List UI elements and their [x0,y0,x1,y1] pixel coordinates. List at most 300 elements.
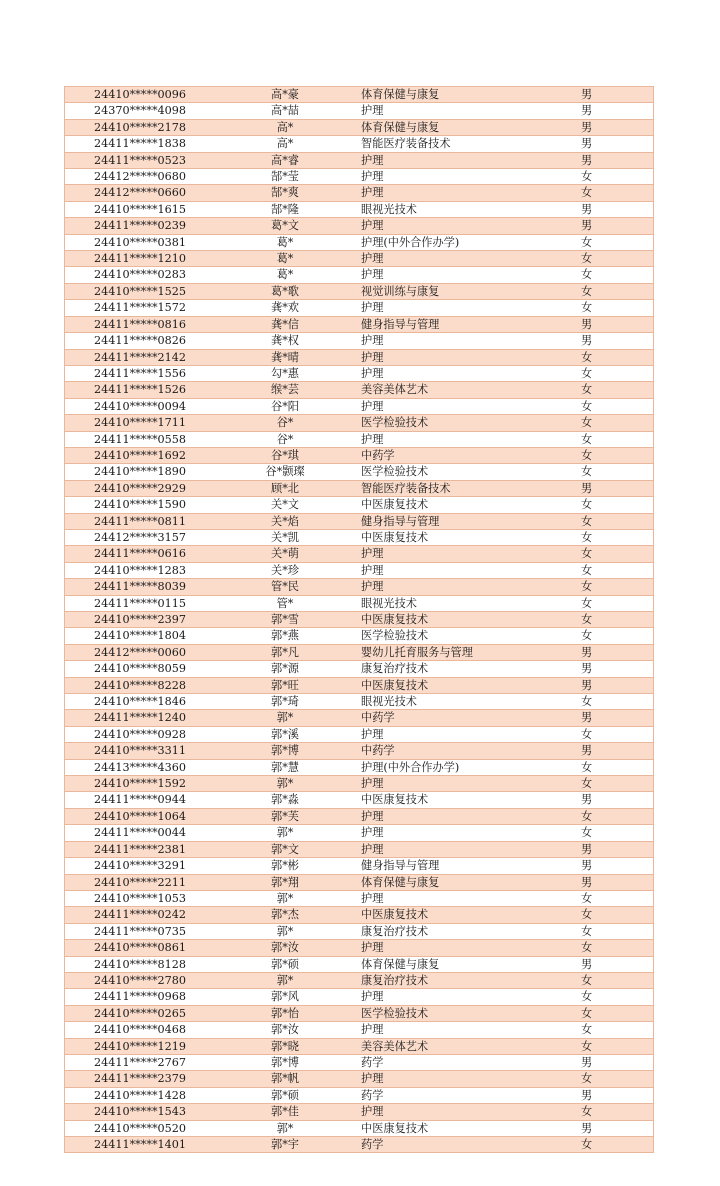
cell-candidate-id: 24411*****2379 [65,1071,216,1087]
cell-major: 护理 [355,333,581,349]
cell-candidate-id: 24412*****0680 [65,169,216,185]
table-row [65,464,654,480]
table-row [65,103,654,119]
cell-major: 婴幼儿托育服务与管理 [355,644,581,660]
cell-major: 康复治疗技术 [355,661,581,677]
cell-gender: 女 [581,1022,654,1038]
cell-gender: 女 [581,497,654,513]
cell-major: 护理 [355,398,581,414]
cell-gender: 男 [581,87,654,103]
cell-candidate-id: 24411*****1838 [65,136,216,152]
cell-gender: 男 [581,316,654,332]
cell-candidate-id: 24411*****0816 [65,316,216,332]
table-row [65,710,654,726]
cell-student-name: 郭*帆 [215,1071,355,1087]
table-row [65,300,654,316]
cell-gender: 女 [581,907,654,923]
cell-student-name: 关*凯 [215,529,355,545]
cell-gender: 女 [581,464,654,480]
cell-candidate-id: 24410*****2929 [65,480,216,496]
cell-candidate-id: 24410*****0094 [65,398,216,414]
cell-major: 护理 [355,365,581,381]
table-row [65,562,654,578]
cell-student-name: 郭* [215,1120,355,1136]
cell-candidate-id: 24410*****1283 [65,562,216,578]
table-row [65,1104,654,1120]
cell-candidate-id: 24411*****1210 [65,251,216,267]
table-row [65,201,654,217]
cell-gender: 女 [581,825,654,841]
table-row [65,169,654,185]
cell-gender: 男 [581,792,654,808]
table-row [65,579,654,595]
cell-major: 中药学 [355,447,581,463]
cell-candidate-id: 24410*****2780 [65,972,216,988]
cell-student-name: 郭* [215,890,355,906]
cell-candidate-id: 24410*****1592 [65,776,216,792]
cell-student-name: 郭* [215,710,355,726]
table-row [65,907,654,923]
cell-candidate-id: 24410*****0861 [65,940,216,956]
cell-gender: 女 [581,529,654,545]
cell-gender: 女 [581,185,654,201]
cell-student-name: 郭*杰 [215,907,355,923]
cell-student-name: 谷* [215,415,355,431]
table-row [65,333,654,349]
table-row [65,1038,654,1054]
cell-gender: 女 [581,628,654,644]
table-row [65,595,654,611]
cell-gender: 男 [581,874,654,890]
cell-candidate-id: 24410*****3291 [65,858,216,874]
cell-major: 中医康复技术 [355,907,581,923]
cell-major: 护理 [355,940,581,956]
cell-candidate-id: 24411*****1572 [65,300,216,316]
cell-student-name: 高*喆 [215,103,355,119]
cell-candidate-id: 24410*****1590 [65,497,216,513]
cell-student-name: 郭* [215,825,355,841]
cell-candidate-id: 24413*****4360 [65,759,216,775]
cell-student-name: 葛*歌 [215,283,355,299]
cell-major: 护理 [355,251,581,267]
table-row [65,890,654,906]
cell-candidate-id: 24410*****0381 [65,234,216,250]
cell-gender: 女 [581,365,654,381]
cell-student-name: 关*焰 [215,513,355,529]
cell-major: 药学 [355,1054,581,1070]
cell-major: 医学检验技术 [355,464,581,480]
table-row [65,825,654,841]
cell-major: 护理 [355,431,581,447]
cell-student-name: 郭*怡 [215,1005,355,1021]
cell-gender: 女 [581,415,654,431]
cell-major: 医学检验技术 [355,628,581,644]
table-row [65,940,654,956]
cell-gender: 女 [581,890,654,906]
table-row [65,398,654,414]
cell-student-name: 郭*旺 [215,677,355,693]
cell-major: 护理 [355,169,581,185]
table-row [65,677,654,693]
table-row [65,1071,654,1087]
cell-major: 康复治疗技术 [355,972,581,988]
cell-candidate-id: 24410*****0520 [65,1120,216,1136]
cell-candidate-id: 24411*****0735 [65,923,216,939]
table-row [65,1120,654,1136]
cell-student-name: 龚*晴 [215,349,355,365]
cell-gender: 女 [581,579,654,595]
cell-candidate-id: 24410*****1711 [65,415,216,431]
cell-gender: 女 [581,759,654,775]
cell-candidate-id: 24411*****1526 [65,382,216,398]
cell-student-name: 谷* [215,431,355,447]
table-row [65,480,654,496]
cell-major: 智能医疗装备技术 [355,480,581,496]
cell-student-name: 郭* [215,776,355,792]
cell-major: 护理 [355,1071,581,1087]
cell-candidate-id: 24411*****0968 [65,989,216,1005]
cell-major: 医学检验技术 [355,415,581,431]
cell-major: 健身指导与管理 [355,858,581,874]
table-row [65,234,654,250]
cell-student-name: 郭*硕 [215,956,355,972]
cell-major: 中医康复技术 [355,497,581,513]
cell-candidate-id: 24410*****8059 [65,661,216,677]
cell-major: 护理 [355,1022,581,1038]
cell-student-name: 郭*燕 [215,628,355,644]
cell-major: 护理 [355,726,581,742]
table-row [65,628,654,644]
cell-gender: 女 [581,776,654,792]
table-row [65,1087,654,1103]
cell-gender: 女 [581,382,654,398]
cell-candidate-id: 24410*****1053 [65,890,216,906]
cell-candidate-id: 24412*****3157 [65,529,216,545]
cell-candidate-id: 24410*****1525 [65,283,216,299]
cell-candidate-id: 24411*****2767 [65,1054,216,1070]
cell-candidate-id: 24410*****1543 [65,1104,216,1120]
cell-student-name: 关*萌 [215,546,355,562]
cell-gender: 女 [581,562,654,578]
cell-major: 护理 [355,825,581,841]
cell-student-name: 葛* [215,234,355,250]
cell-candidate-id: 24410*****2211 [65,874,216,890]
cell-student-name: 郭*雪 [215,612,355,628]
cell-candidate-id: 24411*****0242 [65,907,216,923]
table-row [65,447,654,463]
cell-candidate-id: 24411*****0115 [65,595,216,611]
cell-candidate-id: 24411*****2142 [65,349,216,365]
student-table-body [65,87,654,1153]
cell-gender: 女 [581,546,654,562]
cell-major: 护理 [355,841,581,857]
cell-major: 眼视光技术 [355,201,581,217]
cell-student-name: 勾*惠 [215,365,355,381]
table-row [65,792,654,808]
cell-major: 中医康复技术 [355,677,581,693]
table-row [65,759,654,775]
cell-student-name: 缑*芸 [215,382,355,398]
cell-candidate-id: 24410*****1846 [65,694,216,710]
cell-gender: 女 [581,447,654,463]
cell-candidate-id: 24410*****8228 [65,677,216,693]
cell-candidate-id: 24410*****2178 [65,119,216,135]
cell-major: 护理 [355,349,581,365]
cell-major: 护理 [355,776,581,792]
cell-gender: 男 [581,710,654,726]
student-list-sheet [64,86,652,1153]
cell-candidate-id: 24411*****0811 [65,513,216,529]
cell-major: 中医康复技术 [355,1120,581,1136]
cell-gender: 男 [581,152,654,168]
cell-student-name: 郭*凡 [215,644,355,660]
cell-gender: 男 [581,1054,654,1070]
cell-candidate-id: 24411*****0239 [65,218,216,234]
cell-gender: 女 [581,940,654,956]
table-row [65,152,654,168]
cell-candidate-id: 24410*****1890 [65,464,216,480]
table-row [65,382,654,398]
cell-student-name: 高* [215,136,355,152]
cell-gender: 女 [581,612,654,628]
cell-gender: 男 [581,858,654,874]
cell-student-name: 郭*宇 [215,1137,355,1153]
cell-student-name: 葛*文 [215,218,355,234]
cell-candidate-id: 24410*****0283 [65,267,216,283]
table-row [65,1054,654,1070]
cell-student-name: 管*民 [215,579,355,595]
cell-candidate-id: 24410*****2397 [65,612,216,628]
cell-major: 护理 [355,300,581,316]
cell-gender: 男 [581,743,654,759]
cell-candidate-id: 24410*****0096 [65,87,216,103]
table-row [65,612,654,628]
cell-gender: 女 [581,1071,654,1087]
table-row [65,283,654,299]
table-row [65,874,654,890]
cell-major: 体育保健与康复 [355,874,581,890]
cell-student-name: 郭* [215,972,355,988]
cell-candidate-id: 24411*****0944 [65,792,216,808]
table-row [65,956,654,972]
cell-student-name: 郭*源 [215,661,355,677]
cell-major: 护理 [355,989,581,1005]
cell-major: 眼视光技术 [355,694,581,710]
cell-student-name: 顾*北 [215,480,355,496]
cell-gender: 女 [581,300,654,316]
cell-student-name: 郭*汝 [215,1022,355,1038]
cell-gender: 男 [581,480,654,496]
cell-candidate-id: 24410*****1219 [65,1038,216,1054]
cell-major: 护理(中外合作办学) [355,759,581,775]
cell-student-name: 郜*莹 [215,169,355,185]
cell-major: 护理 [355,562,581,578]
table-row [65,1022,654,1038]
cell-candidate-id: 24412*****0060 [65,644,216,660]
cell-gender: 男 [581,333,654,349]
cell-gender: 女 [581,267,654,283]
cell-gender: 男 [581,218,654,234]
cell-major: 护理(中外合作办学) [355,234,581,250]
cell-candidate-id: 24410*****1064 [65,808,216,824]
cell-student-name: 高*豪 [215,87,355,103]
cell-student-name: 龚*欢 [215,300,355,316]
cell-major: 护理 [355,890,581,906]
cell-gender: 男 [581,1120,654,1136]
cell-student-name: 郜*爽 [215,185,355,201]
cell-gender: 女 [581,431,654,447]
cell-major: 视觉训练与康复 [355,283,581,299]
table-row [65,136,654,152]
cell-student-name: 郭*翔 [215,874,355,890]
cell-student-name: 郭*淼 [215,792,355,808]
cell-major: 护理 [355,1104,581,1120]
cell-major: 美容美体艺术 [355,1038,581,1054]
cell-candidate-id: 24411*****0558 [65,431,216,447]
cell-candidate-id: 24411*****0044 [65,825,216,841]
table-row [65,808,654,824]
table-row [65,972,654,988]
cell-student-name: 郭*慧 [215,759,355,775]
cell-gender: 女 [581,1104,654,1120]
cell-candidate-id: 24411*****8039 [65,579,216,595]
cell-major: 护理 [355,579,581,595]
table-row [65,661,654,677]
table-row [65,513,654,529]
cell-gender: 女 [581,349,654,365]
cell-gender: 女 [581,808,654,824]
table-row [65,185,654,201]
cell-gender: 女 [581,234,654,250]
cell-candidate-id: 24410*****1428 [65,1087,216,1103]
table-row [65,529,654,545]
table-row [65,497,654,513]
cell-major: 护理 [355,152,581,168]
cell-gender: 男 [581,661,654,677]
cell-student-name: 郭*晓 [215,1038,355,1054]
cell-student-name: 高*睿 [215,152,355,168]
cell-student-name: 郭*琦 [215,694,355,710]
cell-gender: 女 [581,694,654,710]
cell-major: 护理 [355,267,581,283]
cell-candidate-id: 24411*****2381 [65,841,216,857]
cell-student-name: 关*文 [215,497,355,513]
cell-gender: 女 [581,923,654,939]
table-row [65,858,654,874]
table-row [65,644,654,660]
cell-student-name: 郭*溪 [215,726,355,742]
cell-major: 护理 [355,546,581,562]
table-row [65,546,654,562]
cell-major: 中药学 [355,743,581,759]
cell-gender: 男 [581,644,654,660]
cell-student-name: 郭*硕 [215,1087,355,1103]
cell-student-name: 关*珍 [215,562,355,578]
table-row [65,316,654,332]
table-row [65,349,654,365]
cell-major: 护理 [355,103,581,119]
cell-student-name: 郭*博 [215,1054,355,1070]
cell-student-name: 郭*佳 [215,1104,355,1120]
cell-student-name: 郭*文 [215,841,355,857]
cell-candidate-id: 24410*****3311 [65,743,216,759]
cell-student-name: 管* [215,595,355,611]
cell-gender: 男 [581,103,654,119]
cell-major: 药学 [355,1137,581,1153]
table-row [65,251,654,267]
cell-student-name: 郭*汝 [215,940,355,956]
cell-major: 智能医疗装备技术 [355,136,581,152]
cell-major: 中医康复技术 [355,529,581,545]
cell-major: 护理 [355,185,581,201]
cell-gender: 女 [581,989,654,1005]
cell-major: 中医康复技术 [355,792,581,808]
cell-gender: 女 [581,169,654,185]
cell-gender: 女 [581,513,654,529]
cell-candidate-id: 24411*****0523 [65,152,216,168]
cell-student-name: 高* [215,119,355,135]
cell-student-name: 郭*芙 [215,808,355,824]
cell-student-name: 郭* [215,923,355,939]
cell-major: 药学 [355,1087,581,1103]
cell-student-name: 郭*风 [215,989,355,1005]
table-row [65,989,654,1005]
cell-gender: 女 [581,1137,654,1153]
cell-gender: 女 [581,251,654,267]
cell-major: 健身指导与管理 [355,316,581,332]
cell-gender: 女 [581,1038,654,1054]
cell-gender: 男 [581,136,654,152]
table-row [65,431,654,447]
cell-gender: 女 [581,595,654,611]
cell-major: 护理 [355,808,581,824]
cell-candidate-id: 24412*****0660 [65,185,216,201]
cell-gender: 男 [581,1087,654,1103]
cell-student-name: 谷*琪 [215,447,355,463]
cell-major: 中医康复技术 [355,612,581,628]
table-row [65,267,654,283]
table-row [65,726,654,742]
table-row [65,415,654,431]
cell-major: 美容美体艺术 [355,382,581,398]
cell-gender: 女 [581,726,654,742]
table-row [65,743,654,759]
cell-candidate-id: 24410*****1804 [65,628,216,644]
cell-student-name: 郭*博 [215,743,355,759]
cell-candidate-id: 24410*****0265 [65,1005,216,1021]
table-row [65,1005,654,1021]
cell-gender: 男 [581,841,654,857]
table-row [65,694,654,710]
cell-candidate-id: 24370*****4098 [65,103,216,119]
cell-major: 康复治疗技术 [355,923,581,939]
cell-candidate-id: 24410*****1615 [65,201,216,217]
cell-student-name: 龚*信 [215,316,355,332]
cell-gender: 女 [581,398,654,414]
cell-student-name: 郜*隆 [215,201,355,217]
cell-student-name: 谷*阳 [215,398,355,414]
cell-candidate-id: 24411*****0616 [65,546,216,562]
student-table [64,86,654,1153]
table-row [65,365,654,381]
cell-major: 体育保健与康复 [355,87,581,103]
cell-candidate-id: 24410*****8128 [65,956,216,972]
cell-major: 健身指导与管理 [355,513,581,529]
cell-gender: 男 [581,677,654,693]
cell-candidate-id: 24411*****1556 [65,365,216,381]
cell-gender: 男 [581,119,654,135]
cell-major: 眼视光技术 [355,595,581,611]
